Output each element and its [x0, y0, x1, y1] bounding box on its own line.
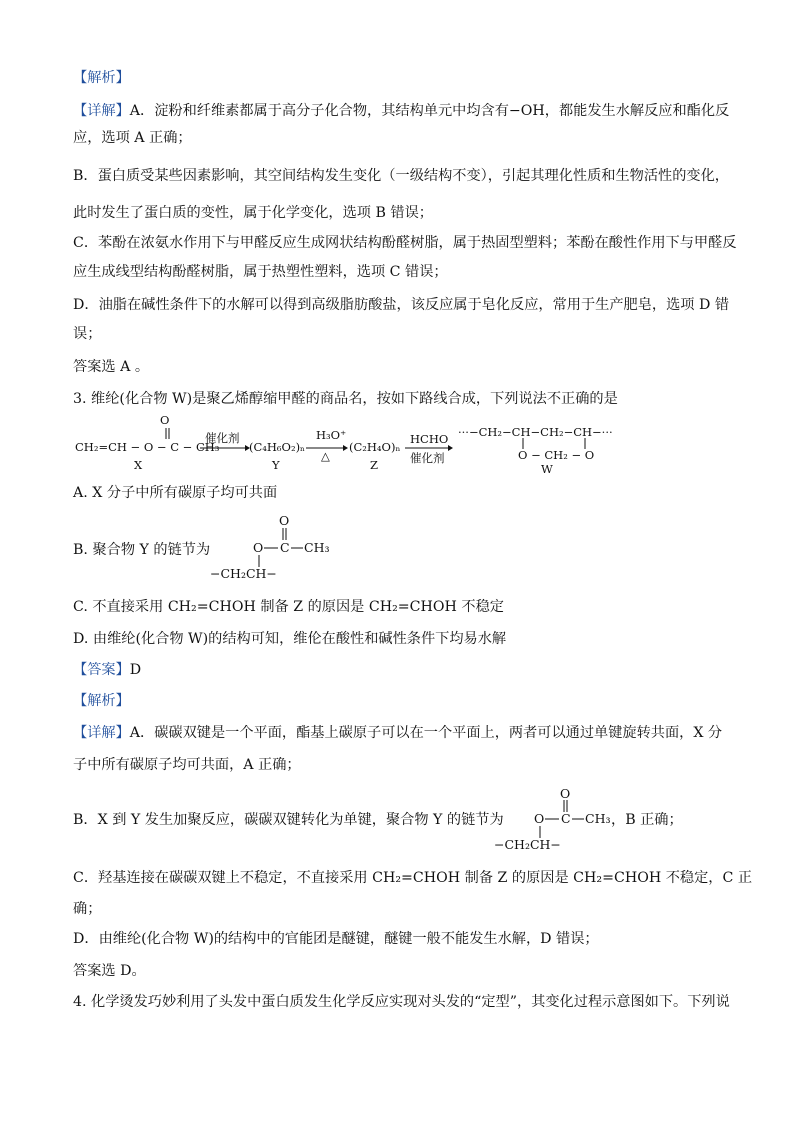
option-b-carbonyl-oxygen: O — [279, 513, 290, 528]
explanation-a-line-1 — [73, 101, 729, 121]
q3-explanation-d-line: D．由维纶(化合物 W)的结构中的官能团是醚键，醚键一般不能发生水解，D 错误； — [73, 931, 599, 947]
compound-x-formula: CH₂=CH − O − C − CH₃ — [75, 440, 220, 454]
compound-w-chain: ···−CH₂−CH−CH₂−CH−··· — [458, 425, 613, 439]
arrow-1-condition: 催化剂 — [205, 431, 240, 445]
option-b: B. 聚合物 Y 的链节为 — [73, 542, 211, 558]
compound-z-label: Z — [370, 458, 378, 472]
q3-answer-line: 答案选 D。 — [73, 963, 146, 979]
question-4-stem: 4. 化学烫发巧妙利用了头发中蛋白质发生化学反应实现对头发的“定型”，其变化过程示意图如下。下列说 — [73, 994, 730, 1010]
compound-z-formula: (C₂H₄O)ₙ — [349, 440, 401, 454]
explanation-c-line-2: 应生成线型结构酚醛树脂，属于热塑性塑料，选项 C 错误； — [73, 264, 448, 280]
option-d: D. 由维纶(化合物 W)的结构可知，维伦在酸性和碱性条件下均易水解 — [73, 631, 507, 647]
arrow-3-reagent: HCHO — [410, 432, 449, 446]
arrow-2-heat: △ — [321, 449, 330, 463]
explanation-b-line-2: 此时发生了蛋白质的变性，属于化学变化，选项 B 错误； — [73, 205, 433, 221]
explanation-d-line-1: D．油脂在碱性条件下的水解可以得到高级脂肪酸盐，该反应属于皂化反应，常用于生产肥皂，选项 D 错 — [73, 297, 730, 313]
arrow-2-reagent: H₃O⁺ — [316, 428, 347, 442]
option-b-methyl: CH₃ — [304, 540, 330, 555]
expl-b-ester-oxygen: O — [534, 811, 545, 826]
answer-value: D — [129, 662, 142, 678]
option-a: A. X 分子中所有碳原子均可共面 — [73, 485, 278, 501]
expl-b-methyl: CH₃ — [585, 811, 611, 826]
explanation-a-line-2: 应，选项 A 正确； — [73, 130, 192, 146]
option-c: C. 不直接采用 CH₂=CHOH 制备 Z 的原因是 CH₂=CHOH 不稳定 — [73, 599, 504, 615]
arrow-1 — [200, 444, 250, 452]
compound-w-label: W — [541, 462, 553, 476]
explanation-b-line-1: B．蛋白质受某些因素影响，其空间结构发生变化（一级结构不变），引起其理化性质和生物活性的变化， — [73, 168, 729, 184]
answer-row — [73, 660, 141, 680]
answer-label: 【答案】 — [73, 662, 130, 678]
q3-explanation-a-line-1 — [73, 723, 722, 743]
expl-b-carbonyl-oxygen: O — [560, 786, 571, 801]
answer-line: 答案选 A 。 — [73, 359, 150, 375]
q3-explanation-b-end: ，B 正确； — [611, 812, 683, 828]
explanation-c-line-1: C．苯酚在浓氨水作用下与甲醛反应生成网状结构酚醛树脂，属于热固型塑料；苯酚在酸性作用下与甲醛反 — [73, 235, 737, 251]
analysis-heading: 【解析】 — [73, 70, 130, 86]
detail-label: 【详解】 — [73, 103, 130, 119]
x-carbonyl-oxygen: O — [160, 413, 170, 427]
arrow-3-condition: 催化剂 — [410, 451, 445, 465]
explanation-a-text: A．淀粉和纤维素都属于高分子化合物，其结构单元中均含有−OH，都能发生水解反应和酯化反 — [129, 103, 730, 119]
q3-explanation-c-line-2: 确； — [73, 901, 102, 917]
option-b-chain: −CH₂CH− — [210, 566, 277, 581]
compound-x-label: X — [134, 458, 143, 472]
q3-explanation-a-text: A．碳碳双键是一个平面，酯基上碳原子可以在一个平面上，两者可以通过单键旋转共面，X 分 — [129, 725, 723, 741]
expl-b-carbon: C — [561, 811, 571, 826]
explanation-d-line-2: 误； — [73, 326, 102, 342]
expl-b-chain: −CH₂CH− — [494, 837, 561, 852]
q3-explanation-b-line: B．X 到 Y 发生加聚反应，碳碳双键转化为单键，聚合物 Y 的链节为 — [73, 812, 504, 828]
q3-explanation-c-line-1: C．羟基连接在碳碳双键上不稳定，不直接采用 CH₂=CHOH 制备 Z 的原因是 CH₂=CHOH 不稳定，C 正 — [73, 870, 753, 886]
compound-y-formula: (C₄H₆O₂)ₙ — [249, 440, 306, 454]
compound-y-label: Y — [272, 458, 280, 472]
option-b-ester-oxygen: O — [253, 540, 264, 555]
option-b-carbon: C — [280, 540, 290, 555]
compound-w-ring: O − CH₂ − O — [518, 448, 595, 462]
q3-explanation-a-line-2: 子中所有碳原子均可共面，A 正确； — [73, 757, 301, 773]
analysis-heading-q3: 【解析】 — [73, 693, 130, 709]
x-carbonyl-bond — [163, 428, 173, 440]
detail-label-q3: 【详解】 — [73, 725, 130, 741]
question-3-stem: 3. 维纶(化合物 W)是聚乙烯醇缩甲醛的商品名，按如下路线合成，下列说法不正确的是 — [73, 391, 618, 407]
